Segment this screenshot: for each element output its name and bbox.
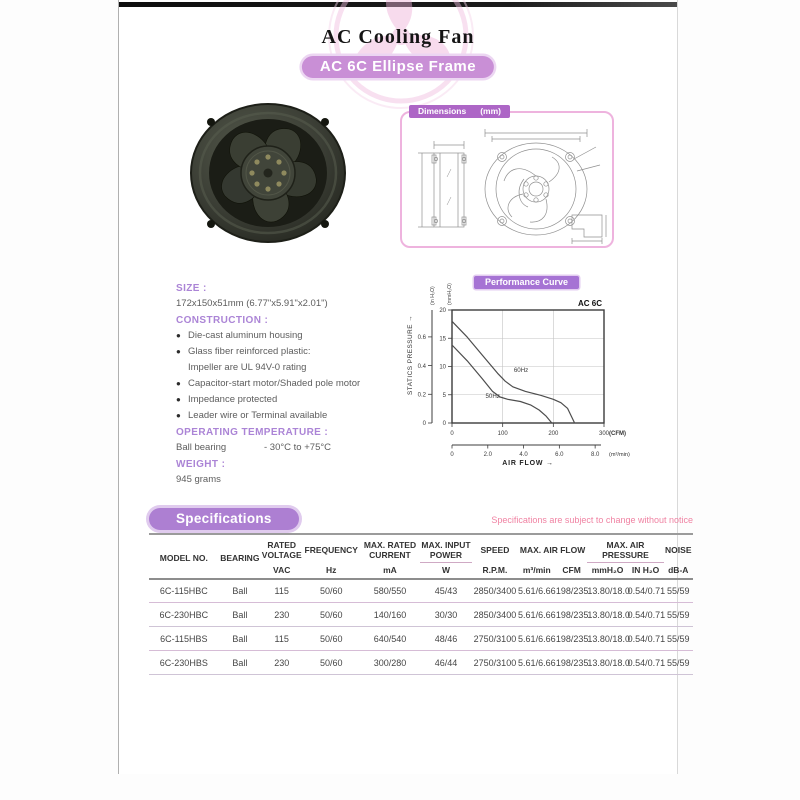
table-cell: 2850/3400 [473, 585, 517, 596]
unit-current: mA [383, 565, 397, 576]
secondary-tick-label: 0 [450, 452, 454, 458]
table-cell: 5.61/6.66 [518, 633, 556, 644]
table-cell: 5.61/6.66 [518, 585, 556, 596]
table-cell: Ball [232, 609, 248, 620]
unit-pressure-mm: mmH₂O [591, 565, 624, 576]
dimensions-badge [409, 105, 510, 118]
unit-voltage: VAC [273, 565, 291, 576]
y-unit-left: (in H₂O) [430, 286, 436, 305]
y-tick-label: 15 [439, 336, 446, 343]
table-cell: 48/46 [434, 633, 458, 644]
secondary-tick-label: 2.0 [483, 452, 492, 458]
model-series-badge: AC 6C Ellipse Frame [302, 56, 494, 78]
x-axis-label: AIR FLOW → [502, 460, 554, 467]
unit-speed: R.P.M. [482, 565, 508, 576]
construction-item-text: Impedance protected [188, 394, 278, 405]
weight-value: 945 grams [176, 474, 221, 485]
y-tick-label: 20 [439, 308, 446, 315]
col-power: MAX. INPUT POWER [420, 534, 472, 563]
table-cell: 13.80/18.0 [587, 657, 630, 668]
construction-item [176, 410, 421, 421]
construction-item [176, 346, 421, 357]
construction-item-text: Die-cast aluminum housing [188, 330, 303, 341]
col-airflow: MAX. AIR FLOW [519, 545, 586, 556]
table-cell: 0.54/0.71 [627, 633, 666, 644]
construction-item [176, 378, 421, 389]
table-cell: 198/235 [555, 657, 589, 668]
x-tick-label: 0 [450, 431, 454, 437]
table-cell: 300/280 [373, 657, 407, 668]
table-row [149, 579, 693, 603]
table-cell: 13.80/18.0 [587, 609, 630, 620]
y-unit-right: (mmH₂O) [447, 283, 453, 305]
col-bearing: BEARING [220, 552, 260, 563]
table-row [149, 627, 693, 651]
table-cell: 2850/3400 [473, 609, 517, 620]
y-tick-label: 10 [439, 364, 446, 371]
construction-item-text: Capacitor-start motor/Shaded pole motor [188, 378, 361, 389]
table-cell: 55/59 [667, 585, 690, 596]
y-tick-label: 5 [442, 392, 446, 399]
x-tick-label: 200 [548, 431, 559, 437]
table-cell: 5.61/6.66 [518, 657, 556, 668]
weight-heading: WEIGHT : [176, 459, 226, 470]
construction-item [176, 330, 421, 341]
unit-frequency: Hz [326, 565, 337, 576]
x-tick-label: 100 [497, 431, 508, 437]
dimensions-badge-label: Dimensions [418, 106, 467, 116]
col-speed: SPEED [480, 545, 510, 556]
fan-product-photo [189, 102, 349, 247]
operating-temp-row [176, 442, 421, 453]
curve-label-60Hz: 60Hz [513, 367, 529, 375]
table-cell: 13.80/18.0 [587, 585, 630, 596]
table-cell: 198/235 [555, 609, 589, 620]
bullet-icon: ● [176, 347, 181, 356]
table-cell: 0.54/0.71 [627, 609, 666, 620]
table-cell: Ball [232, 633, 248, 644]
performance-chart [404, 265, 630, 469]
table-cell: 50/60 [319, 657, 343, 668]
col-current: MAX. RATED CURRENT [363, 540, 417, 561]
table-cell: 6C-115HBC [159, 585, 208, 596]
inh2o-tick-label: 0.6 [417, 335, 426, 342]
y-axis-label: STATICS PRESSURE → [407, 314, 414, 395]
table-cell: 45/43 [434, 585, 458, 596]
secondary-tick-label: 6.0 [555, 452, 564, 458]
table-cell: 198/235 [555, 585, 589, 596]
size-value: 172x150x51mm (6.77"x5.91"x2.01") [176, 298, 328, 309]
inh2o-tick-label: 0.4 [417, 363, 426, 370]
unit-airflow-m3: m³/min [522, 565, 551, 576]
performance-curve-badge: Performance Curve [474, 276, 579, 289]
specifications-table [149, 533, 693, 675]
table-cell: 50/60 [319, 633, 343, 644]
table-row [149, 603, 693, 627]
table-cell: 140/160 [373, 609, 407, 620]
table-cell: 6C-230HBC [159, 609, 209, 620]
table-cell: 0.54/0.71 [627, 585, 666, 596]
operating-temp-value: - 30°C to +75°C [264, 442, 332, 453]
y-tick-label: 0 [442, 421, 446, 428]
table-cell: 6C-230HBS [159, 657, 208, 668]
construction-item-text: Glass fiber reinforced plastic: [188, 346, 311, 357]
table-cell: 30/30 [434, 609, 458, 620]
table-cell: 55/59 [667, 657, 690, 668]
table-cell: 2750/3100 [473, 657, 517, 668]
unit-noise: dB-A [668, 565, 689, 576]
bullet-icon: ● [176, 379, 181, 388]
operating-temp-heading: OPERATING TEMPERATURE : [176, 427, 329, 438]
table-row [149, 651, 693, 675]
inh2o-tick-label: 0 [422, 421, 426, 428]
construction-item-text: Impeller are UL 94V-0 rating [188, 362, 307, 373]
dimensions-badge-unit: (mm) [480, 106, 501, 116]
paper-sheet [118, 0, 693, 774]
table-cell: 2750/3100 [473, 633, 517, 644]
table-cell: 50/60 [319, 585, 343, 596]
page-title: AC Cooling Fan [321, 26, 475, 48]
curve-50Hz [452, 345, 552, 423]
x-unit-secondary: (m³/min) [609, 452, 630, 458]
secondary-tick-label: 4.0 [519, 452, 528, 458]
x-tick-label: 300 [598, 431, 610, 437]
curve-label-50Hz: 50Hz [485, 393, 500, 401]
col-noise: NOISE [665, 545, 692, 556]
inh2o-tick-label: 0.2 [417, 392, 426, 399]
table-cell: 230 [274, 609, 290, 620]
table-cell: 13.80/18.0 [587, 633, 630, 644]
col-model: MODEL NO. [159, 552, 208, 563]
table-cell: 50/60 [319, 609, 343, 620]
chart-model-label: AC 6C [577, 299, 602, 308]
table-cell: 55/59 [667, 633, 690, 644]
construction-list [176, 330, 421, 421]
x-unit-primary: (CFM) [609, 431, 626, 437]
unit-power: W [441, 565, 450, 576]
secondary-tick-label: 8.0 [590, 452, 600, 458]
dimensions-drawing [404, 119, 610, 245]
unit-pressure-in: IN H₂O [631, 565, 660, 576]
construction-item-text: Leader wire or Terminal available [188, 410, 328, 421]
specifications-badge: Specifications [149, 508, 299, 530]
bullet-icon: ● [176, 331, 181, 340]
construction-item [176, 362, 421, 373]
table-cell: Ball [232, 585, 248, 596]
bullet-icon: ● [176, 395, 181, 404]
bearing-type-label: Ball bearing [176, 442, 227, 453]
table-cell: 55/59 [667, 609, 690, 620]
table-cell: 115 [274, 633, 289, 644]
size-heading: SIZE : [176, 283, 207, 294]
table-cell: 640/540 [373, 633, 407, 644]
table-cell: Ball [232, 657, 248, 668]
bullet-icon: ● [176, 411, 181, 420]
col-pressure: MAX. AIR PRESSURE [587, 534, 663, 563]
unit-airflow-cfm: CFM [562, 565, 581, 576]
col-voltage: RATED VOLTAGE [261, 540, 302, 561]
table-cell: 5.61/6.66 [518, 609, 556, 620]
table-cell: 0.54/0.71 [627, 657, 666, 668]
construction-heading: CONSTRUCTION : [176, 315, 269, 326]
col-frequency: FREQUENCY [304, 545, 358, 556]
table-cell: 46/44 [434, 657, 458, 668]
construction-item [176, 394, 421, 405]
specifications-notice: Specifications are subject to change without notice [491, 515, 693, 525]
table-cell: 580/550 [373, 585, 407, 596]
table-cell: 115 [274, 585, 289, 596]
table-cell: 230 [274, 657, 290, 668]
table-cell: 198/235 [555, 633, 589, 644]
table-cell: 6C-115HBS [160, 633, 208, 644]
spec-text-block [176, 277, 421, 485]
dimensions-box [400, 106, 614, 248]
